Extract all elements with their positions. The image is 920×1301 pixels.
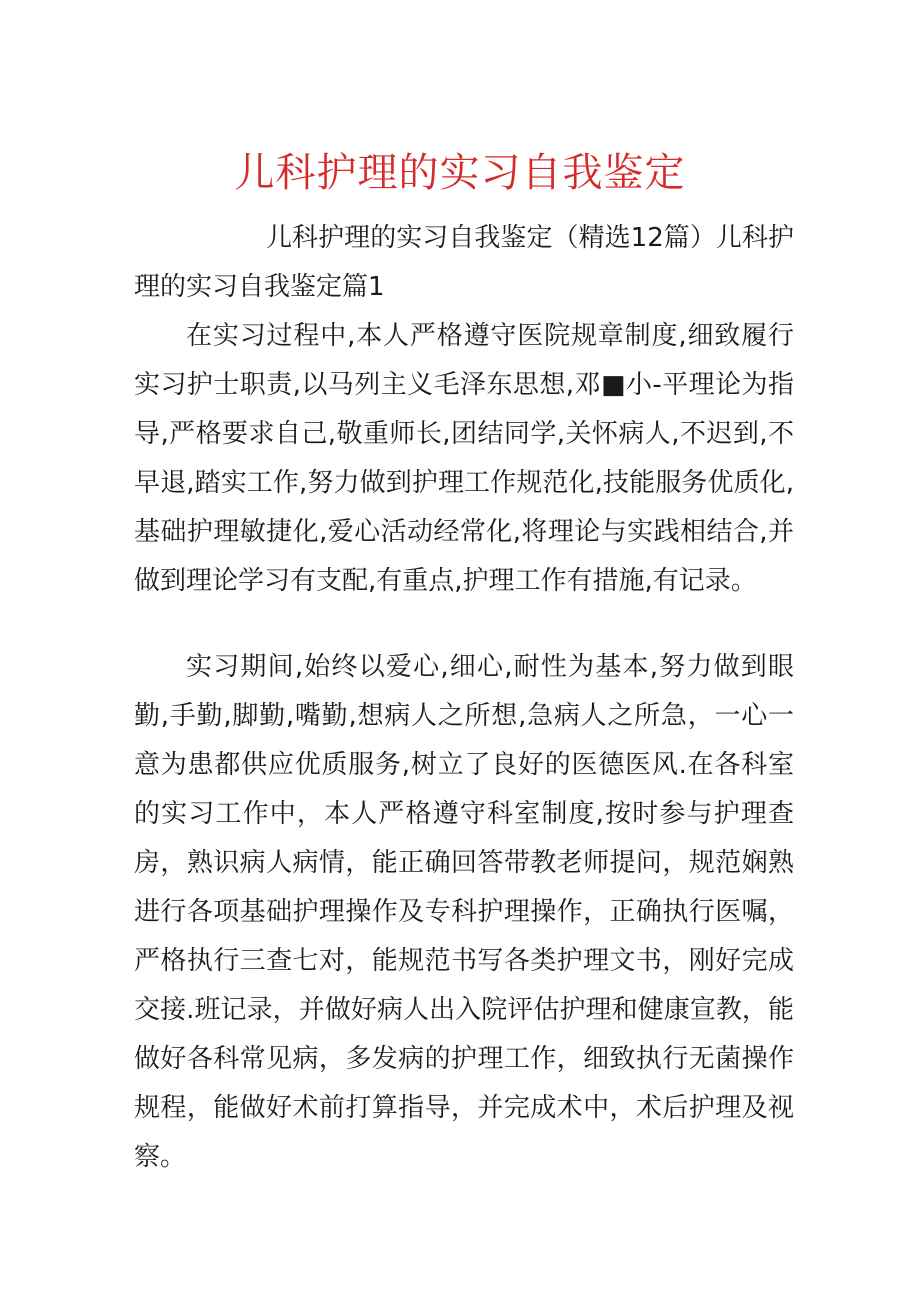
paragraph-2: 实习期间,始终以爱心,细心,耐性为基本,努力做到眼勤,手勤,脚勤,嘴勤,想病人之所想,急病人之所急，一心一意为患都供应优质服务,树立了良好的医德医风.在各科室的实习工作中，本人严格遵守科室制度,按时参与护理查房，熟识病人病情，能正确回答带教老师提问，规范娴熟进行各项基础护理操作及专科护理操作，正确执行医嘱，严格执行三查七对，能规范书写各类护理文书，刚好完成交接.班记录，并做好病人出入院评估护理和健康宣教，能做好各科常见病，多发病的护理工作，细致执行无菌操作规程，能做好术前打算指导，并完成术中，术后护理及视察。 bbox=[134, 652, 794, 1172]
document-title: 儿科护理的实习自我鉴定 bbox=[234, 150, 686, 196]
document-subtitle: 儿科护理的实习自我鉴定（精选12篇）儿科护理的实习自我鉴定篇1 bbox=[134, 223, 794, 302]
paragraph-1: 在实习过程中,本人严格遵守医院规章制度,细致履行实习护士职责,以马列主义毛泽东思想,邓■小-平理论为指导,严格要求自己,敬重师长,团结同学,关怀病人,不迟到,不早退,踏实工作,努力做到护理工作规范化,技能服务优质化,基础护理敏捷化,爱心活动经常化,将理论与实践相结合,并做到理论学习有支配,有重点,护理工作有措施,有记录。 bbox=[134, 321, 794, 596]
